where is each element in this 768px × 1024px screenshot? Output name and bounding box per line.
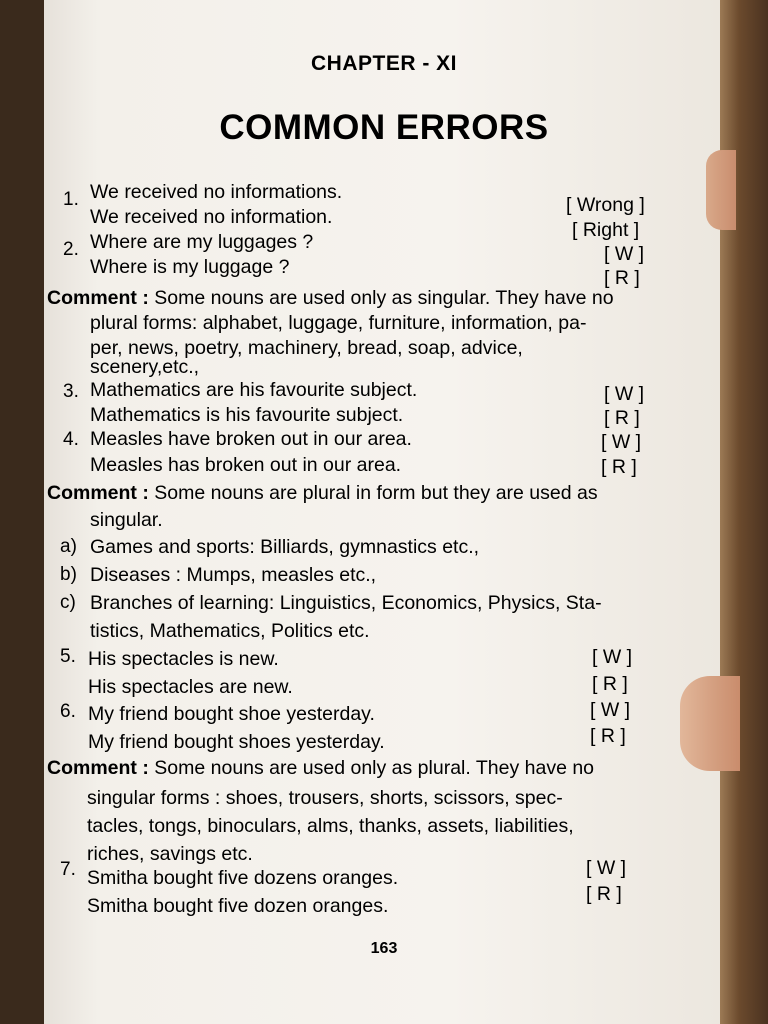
right-tag: [ R ] <box>604 267 640 289</box>
page-number: 163 <box>370 940 398 957</box>
finger-top <box>706 150 736 230</box>
right-tag: [ R ] <box>586 883 622 905</box>
right-tag: [ R ] <box>604 407 640 429</box>
list-item-c-line-1: Branches of learning: Linguistics, Economics, Physics, Sta- <box>90 592 602 614</box>
item-right-sentence: Where is my luggage ? <box>90 256 290 278</box>
item-right-sentence: We received no information. <box>90 206 333 228</box>
item-wrong-sentence: His spectacles is new. <box>88 648 279 670</box>
comment-label: Comment : <box>47 757 149 779</box>
item-right-sentence: Mathematics is his favourite subject. <box>90 404 404 426</box>
comment-2-line-2: singular. <box>90 509 163 531</box>
wrong-tag: [ W ] <box>601 431 642 453</box>
comment-1-line-1: Comment : Some nouns are used only as singular. They have no <box>47 287 614 309</box>
list-label-a: a) <box>60 536 77 557</box>
item-wrong-sentence: Measles have broken out in our area. <box>90 428 412 450</box>
right-tag: [ R ] <box>601 456 637 478</box>
wrong-tag: [ W ] <box>592 646 633 668</box>
item-right-sentence: Measles has broken out in our area. <box>90 454 402 476</box>
comment-3-line-2: singular forms : shoes, trousers, shorts, scissors, spec- <box>87 787 563 809</box>
item-number: 2. <box>63 239 79 260</box>
item-right-sentence: Smitha bought five dozen oranges. <box>87 895 389 917</box>
item-number: 1. <box>63 189 79 210</box>
thumb-bottom <box>680 676 740 771</box>
page-title: COMMON ERRORS <box>219 108 549 147</box>
wrong-tag: [ W ] <box>590 699 631 721</box>
list-item-c-line-2: tistics, Mathematics, Politics etc. <box>90 620 370 642</box>
comment-3-line-4: riches, savings etc. <box>87 843 253 865</box>
item-wrong-sentence: Mathematics are his favourite subject. <box>90 379 418 401</box>
item-right-sentence: My friend bought shoes yesterday. <box>88 731 385 753</box>
comment-label: Comment : <box>47 287 149 309</box>
item-number: 6. <box>60 701 76 722</box>
item-number: 3. <box>63 381 79 402</box>
right-tag: [ R ] <box>592 673 628 695</box>
comment-1-line-4: scenery,etc., <box>90 356 200 378</box>
wrong-tag: [ W ] <box>586 857 627 879</box>
right-tag: [ R ] <box>590 725 626 747</box>
right-tag: [ Right ] <box>572 219 640 241</box>
comment-label: Comment : <box>47 482 149 504</box>
wrong-tag: [ W ] <box>604 383 645 405</box>
chapter-heading: CHAPTER - XI <box>310 52 457 75</box>
item-wrong-sentence: Where are my luggages ? <box>90 231 314 253</box>
comment-1-line-2: plural forms: alphabet, luggage, furniture, information, pa- <box>90 312 587 334</box>
item-number: 4. <box>63 429 79 450</box>
list-item-a: Games and sports: Billiards, gymnastics etc., <box>90 536 480 558</box>
item-wrong-sentence: Smitha bought five dozens oranges. <box>87 867 399 889</box>
comment-3-line-1: Comment : Some nouns are used only as plural. They have no <box>47 757 595 779</box>
comment-3-line-3: tacles, tongs, binoculars, alms, thanks, assets, liabilities, <box>87 815 574 837</box>
list-label-b: b) <box>60 564 77 585</box>
item-number: 5. <box>60 646 76 667</box>
comment-2-line-1: Comment : Some nouns are plural in form but they are used as <box>47 482 598 504</box>
wrong-tag: [ Wrong ] <box>566 194 645 216</box>
list-label-c: c) <box>60 592 76 613</box>
item-right-sentence: His spectacles are new. <box>88 676 293 698</box>
comment-1-line-3: per, news, poetry, machinery, bread, soap, advice, <box>90 337 523 359</box>
item-wrong-sentence: We received no informations. <box>90 181 343 203</box>
list-item-b: Diseases : Mumps, measles etc., <box>90 564 377 586</box>
item-wrong-sentence: My friend bought shoe yesterday. <box>88 703 375 725</box>
wrong-tag: [ W ] <box>604 243 645 265</box>
item-number: 7. <box>60 859 76 880</box>
